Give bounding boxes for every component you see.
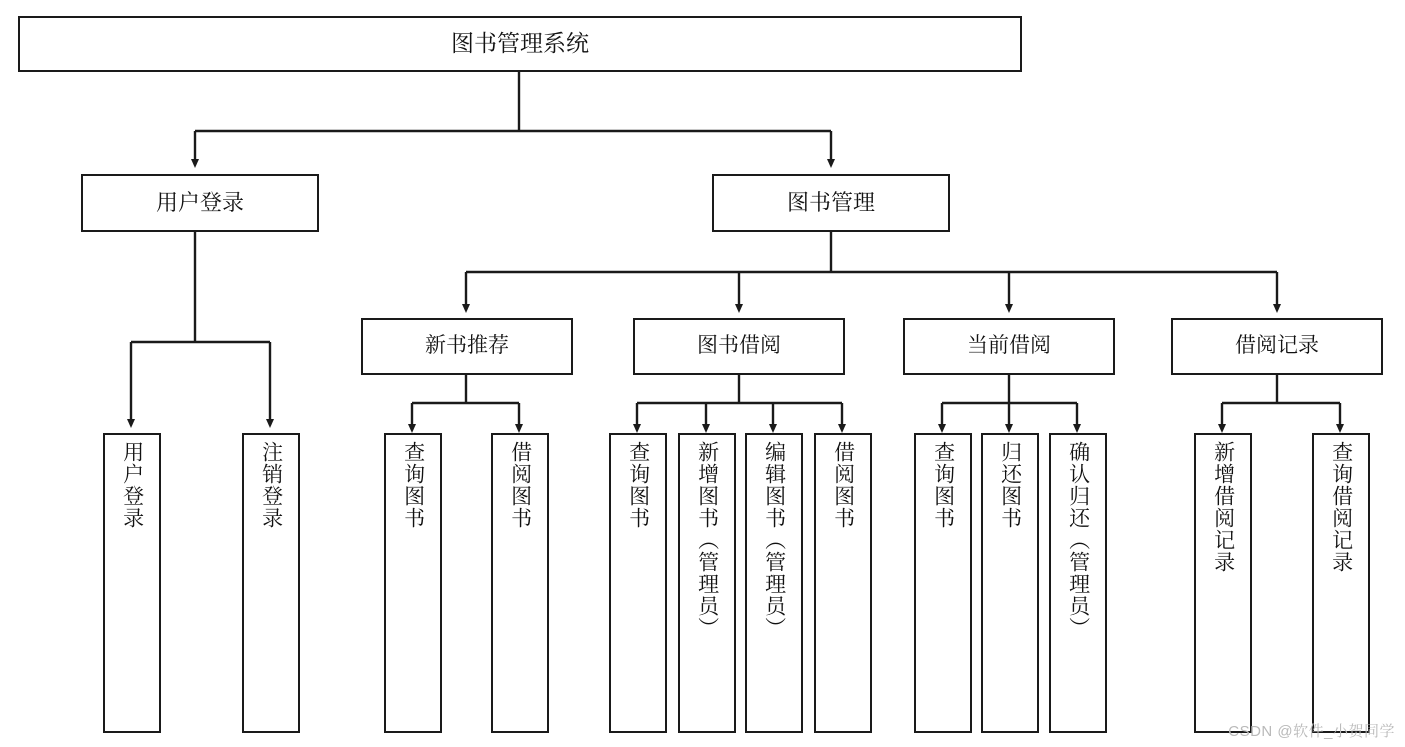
leaf-borrow-add-book[interactable] (678, 433, 736, 733)
leaf-new-book-query[interactable] (384, 433, 442, 733)
leaf-borrow-edit-book[interactable] (745, 433, 803, 733)
leaf-user-login-signout-label: 注销登录 (259, 441, 283, 529)
leaf-records-add-label: 新增借阅记录 (1211, 441, 1235, 573)
leaf-current-query-label: 查询图书 (931, 441, 955, 529)
leaf-user-login-signin-label: 用户登录 (120, 441, 144, 529)
leaf-current-confirm-return[interactable] (1049, 433, 1107, 733)
node-book-borrow-label: 图书借阅 (697, 334, 781, 358)
leaf-current-confirm-return-label: 确认归还（管理员） (1066, 441, 1090, 639)
leaf-records-query[interactable] (1312, 433, 1370, 733)
leaf-new-book-borrow-label: 借阅图书 (508, 441, 532, 529)
node-root-label: 图书管理系统 (451, 30, 589, 57)
node-current-borrow-label: 当前借阅 (967, 334, 1051, 358)
leaf-borrow-query-label: 查询图书 (626, 441, 650, 529)
node-new-book-recommend-label: 新书推荐 (425, 334, 509, 358)
leaf-current-return-label: 归还图书 (998, 441, 1022, 529)
leaf-borrow-add-book-label: 新增图书（管理员） (695, 441, 719, 639)
leaf-borrow-edit-book-label: 编辑图书（管理员） (762, 441, 786, 639)
leaf-new-book-query-label: 查询图书 (401, 441, 425, 529)
leaf-new-book-borrow[interactable] (491, 433, 549, 733)
node-book-management-label: 图书管理 (786, 190, 875, 216)
node-root[interactable] (18, 16, 1022, 72)
node-user-login[interactable] (81, 174, 319, 232)
watermark: CSDN @软件_小贺同学 (1228, 723, 1395, 740)
leaf-current-return[interactable] (981, 433, 1039, 733)
node-borrow-records-label: 借阅记录 (1235, 334, 1319, 358)
node-new-book-recommend[interactable] (361, 318, 573, 375)
leaf-user-login-signin[interactable] (103, 433, 161, 733)
leaf-borrow-query[interactable] (609, 433, 667, 733)
node-current-borrow[interactable] (903, 318, 1115, 375)
node-book-borrow[interactable] (633, 318, 845, 375)
leaf-records-query-label: 查询借阅记录 (1329, 441, 1353, 573)
leaf-borrow-borrow-book[interactable] (814, 433, 872, 733)
node-user-login-label: 用户登录 (155, 190, 244, 216)
leaf-current-query[interactable] (914, 433, 972, 733)
node-borrow-records[interactable] (1171, 318, 1383, 375)
node-book-management[interactable] (712, 174, 950, 232)
leaf-records-add[interactable] (1194, 433, 1252, 733)
leaf-user-login-signout[interactable] (242, 433, 300, 733)
leaf-borrow-borrow-book-label: 借阅图书 (831, 441, 855, 529)
